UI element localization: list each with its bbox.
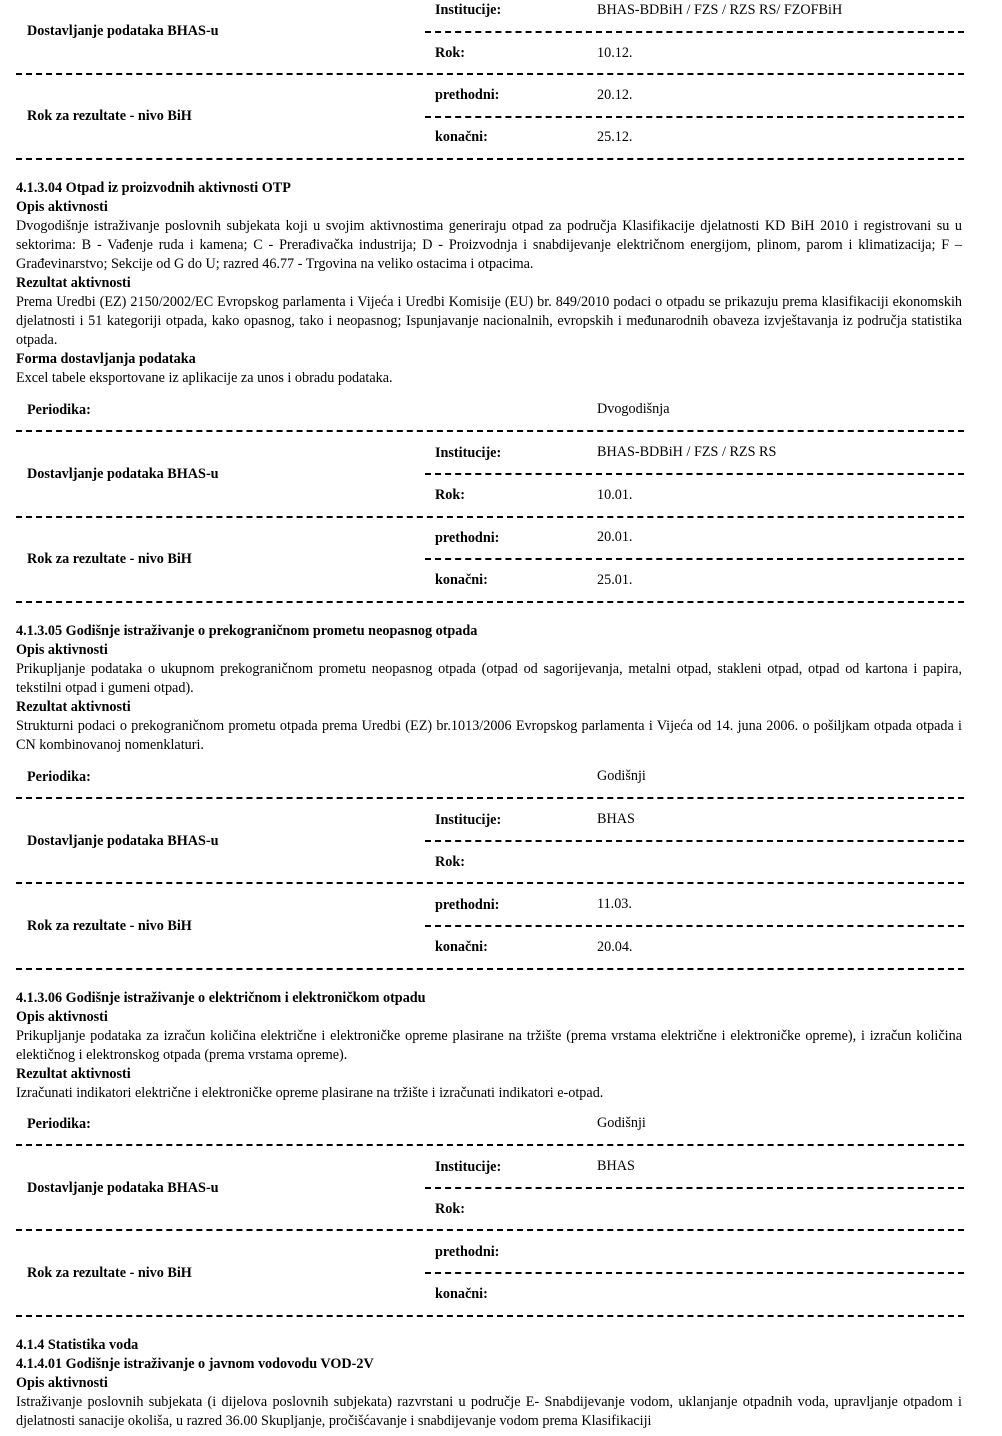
institucije-label: Institucije: xyxy=(435,445,502,461)
prethodni-value: 20.12. xyxy=(597,87,633,103)
section-divider xyxy=(16,158,964,160)
rok-rezultate-label: Rok za rezultate - nivo BiH xyxy=(27,551,192,567)
rok-rezultate-label: Rok za rezultate - nivo BiH xyxy=(27,918,192,934)
periodika-value: Dvogodišnja xyxy=(597,401,670,417)
section-divider xyxy=(16,601,964,603)
section-divider xyxy=(16,797,964,799)
rok-rezultate-label: Rok za rezultate - nivo BiH xyxy=(27,1265,192,1281)
section-divider xyxy=(16,968,964,970)
rok-label: Rok: xyxy=(435,487,465,503)
section-divider xyxy=(16,516,964,518)
forma-text: Excel tabele eksportovane iz aplikacije za unos i obradu podataka. xyxy=(16,370,393,386)
institucije-value: BHAS-BDBiH / FZS / RZS RS/ FZOFBiH xyxy=(597,2,843,18)
konacni-label: konačni: xyxy=(435,129,488,145)
rezultat-heading: Rezultat aktivnosti xyxy=(16,275,131,291)
institucije-value: BHAS xyxy=(597,811,635,827)
rok-rezultate-label: Rok za rezultate - nivo BiH xyxy=(27,108,192,124)
institucije-label: Institucije: xyxy=(435,2,502,18)
section-heading: 4.1.4.01 Godišnje istraživanje o javnom vodovodu VOD-2V xyxy=(16,1356,374,1372)
row-divider xyxy=(425,1272,964,1274)
opis-heading: Opis aktivnosti xyxy=(16,1375,108,1391)
periodika-label: Periodika: xyxy=(27,1116,91,1132)
rok-value: 10.12. xyxy=(597,45,633,61)
row-divider xyxy=(425,116,964,118)
section-heading: 4.1.3.04 Otpad iz proizvodnih aktivnosti OTP xyxy=(16,180,291,196)
prethodni-label: prethodni: xyxy=(435,897,500,913)
konacni-value: 25.12. xyxy=(597,129,633,145)
periodika-label: Periodika: xyxy=(27,769,91,785)
konacni-value: 25.01. xyxy=(597,572,633,588)
prethodni-label: prethodni: xyxy=(435,1244,500,1260)
prethodni-value: 20.01. xyxy=(597,529,633,545)
rezultat-heading: Rezultat aktivnosti xyxy=(16,1066,131,1082)
row-divider xyxy=(425,840,964,842)
rezultat-text: Strukturni podaci o prekograničnom prometu otpada prema Uredbi (EZ) br.1013/2006 Evropskog parlamenta i Vijeća od 14. juna 2006. o pošiljkam otpada otpada i CN kombinovanoj nomenklaturi. xyxy=(16,718,962,753)
prethodni-label: prethodni: xyxy=(435,530,500,546)
section-divider xyxy=(16,430,964,432)
prethodni-value: 11.03. xyxy=(597,896,632,912)
opis-heading: Opis aktivnosti xyxy=(16,1009,108,1025)
section-divider xyxy=(16,882,964,884)
section-divider xyxy=(16,1229,964,1231)
konacni-label: konačni: xyxy=(435,939,488,955)
opis-text: Prikupljanje podataka o ukupnom prekograničnom prometu neopasnog otpada (otpad od sagorijevanja, metalni otpad, stakleni otpad, otpad od kartona i papira, tekstilni otpad i gumeni otpad). xyxy=(16,661,962,696)
periodika-value: Godišnji xyxy=(597,1115,646,1131)
section-heading: 4.1.3.05 Godišnje istraživanje o prekograničnom prometu neopasnog otpada xyxy=(16,623,478,639)
periodika-value: Godišnji xyxy=(597,768,646,784)
dostavljanje-label: Dostavljanje podataka BHAS-u xyxy=(27,23,219,39)
rok-label: Rok: xyxy=(435,1201,465,1217)
institucije-value: BHAS xyxy=(597,1158,635,1174)
row-divider xyxy=(425,925,964,927)
row-divider xyxy=(425,473,964,475)
forma-heading: Forma dostavljanja podataka xyxy=(16,351,196,367)
dostavljanje-label: Dostavljanje podataka BHAS-u xyxy=(27,466,219,482)
section-heading: 4.1.3.06 Godišnje istraživanje o električnom i elektroničkom otpadu xyxy=(16,990,426,1006)
institucije-label: Institucije: xyxy=(435,1159,502,1175)
rezultat-text: Izračunati indikatori električne i elektroničke opreme plasirane na tržište i izračunati indikatori e-otpad. xyxy=(16,1085,604,1101)
konacni-label: konačni: xyxy=(435,1286,488,1302)
rezultat-heading: Rezultat aktivnosti xyxy=(16,699,131,715)
institucije-label: Institucije: xyxy=(435,812,502,828)
dostavljanje-label: Dostavljanje podataka BHAS-u xyxy=(27,833,219,849)
opis-heading: Opis aktivnosti xyxy=(16,642,108,658)
institucije-value: BHAS-BDBiH / FZS / RZS RS xyxy=(597,444,777,460)
section-divider xyxy=(16,1144,964,1146)
opis-text: Istraživanje poslovnih subjekata (i dijelova poslovnih subjekata) razvrstani u područje E- Snabdijevanje vodom, uklanjanje otpadnih voda, upravljanje otpadom i djelatnosti sanacije okoliša, u razred 36.00 Skupljanje, pročišćavanje i snabdijevanje vodom prema Klasifikaciji xyxy=(16,1394,962,1429)
rok-label: Rok: xyxy=(435,45,465,61)
row-divider xyxy=(425,558,964,560)
opis-heading: Opis aktivnosti xyxy=(16,199,108,215)
konacni-label: konačni: xyxy=(435,572,488,588)
rok-label: Rok: xyxy=(435,854,465,870)
opis-text: Prikupljanje podataka za izračun količina električne i elektroničke opreme plasirane na tržište (prema vrstama električne i elektroničke opreme), i izračun količina elektičnog i elektronskog otpada (prema vrstama opreme). xyxy=(16,1028,962,1063)
dostavljanje-label: Dostavljanje podataka BHAS-u xyxy=(27,1180,219,1196)
rok-value: 10.01. xyxy=(597,487,633,503)
section-divider xyxy=(16,1315,964,1317)
periodika-label: Periodika: xyxy=(27,402,91,418)
opis-text: Dvogodišnje istraživanje poslovnih subjekata koji u svojim aktivnostima generiraju otpad za područja Klasifikacije djelatnosti KD BiH 2010 i registrovani su u sektorima: B - Vađenje ruda i kamena; C - Prerađivačka industrija; D - Proizvodnja i snabdijevanje električnom energijom, plinom, parom i klimatizacija; F – Građevinarstvo; Sekcije od G do U; razred 46.77 - Trgovina na veliko ostacima i otpacima. xyxy=(16,218,962,272)
prethodni-label: prethodni: xyxy=(435,87,500,103)
section-divider xyxy=(16,73,964,75)
rezultat-text: Prema Uredbi (EZ) 2150/2002/EC Evropskog parlamenta i Vijeća i Uredbi Komisije (EU) br. 849/2010 podaci o otpadu se prikazuju prema klasifikaciji ekonomskih djelatnosti i 51 kategoriji otpada, kako opasnog, tako i neopasnog; Ispunjavanje nacionalnih, evropskih i međunarodnih obaveza izvještavanja iz područja statistika otpada. xyxy=(16,294,962,348)
chapter-heading: 4.1.4 Statistika voda xyxy=(16,1337,139,1353)
row-divider xyxy=(425,1187,964,1189)
row-divider xyxy=(425,31,964,33)
konacni-value: 20.04. xyxy=(597,939,633,955)
